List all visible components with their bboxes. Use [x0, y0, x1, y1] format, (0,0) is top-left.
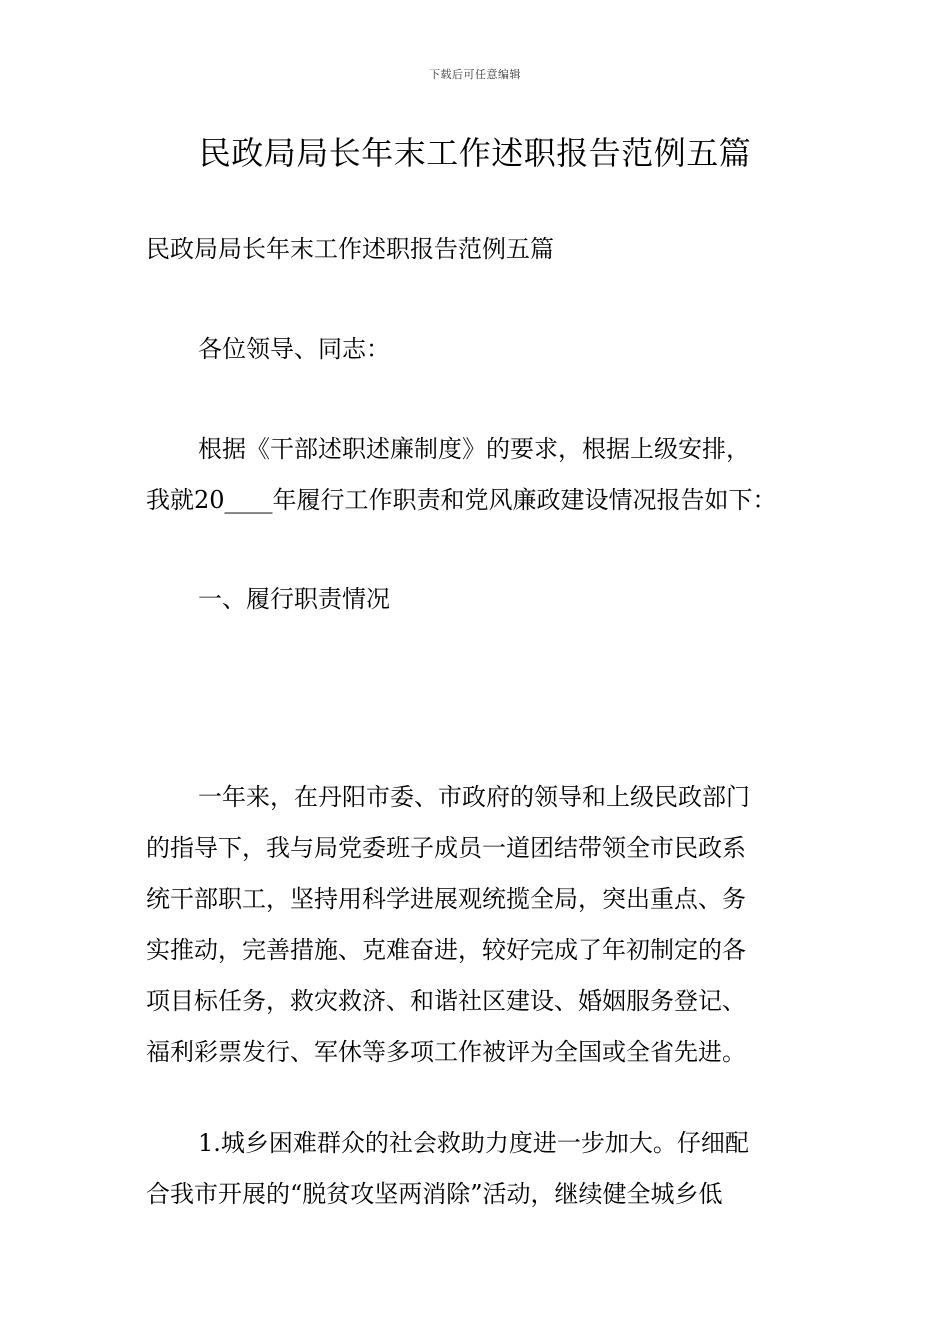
section-heading: 一、履行职责情况	[198, 585, 390, 613]
section-line-2: 的指导下，我与局党委班子成员一道团结带领全市民政系	[146, 834, 746, 862]
section-line-5: 项目标任务，救灾救济、和谐社区建设、婚姻服务登记、	[146, 987, 746, 1015]
section-line-1: 一年来，在丹阳市委、市政府的领导和上级民政部门	[198, 783, 750, 811]
item-line-1: 1.城乡困难群众的社会救助力度进一步加大。仔细配	[198, 1129, 749, 1157]
intro-paragraph	[146, 424, 808, 526]
salutation: 各位领导、同志：	[198, 335, 390, 363]
header-note: 下载后可任意编辑	[429, 68, 521, 81]
section-line-6: 福利彩票发行、军休等多项工作被评为全国或全省先进。	[146, 1038, 746, 1066]
section-paragraph	[146, 772, 808, 1078]
item-paragraph	[146, 1118, 808, 1220]
section-line-4: 实推动，完善措施、克难奋进，较好完成了年初制定的各	[146, 936, 746, 964]
intro-line-1: 根据《干部述职述廉制度》的要求，根据上级安排，	[198, 435, 750, 463]
page-title: 民政局局长年末工作述职报告范例五篇	[198, 134, 752, 172]
intro-line-2: 我就20____年履行工作职责和党风廉政建设情况报告如下：	[146, 486, 777, 514]
item-line-2: 合我市开展的“脱贫攻坚两消除”活动，继续健全城乡低	[146, 1180, 723, 1208]
section-line-3: 统干部职工，坚持用科学进展观统揽全局，突出重点、务	[146, 885, 746, 913]
subtitle-line: 民政局局长年末工作述职报告范例五篇	[146, 235, 554, 263]
